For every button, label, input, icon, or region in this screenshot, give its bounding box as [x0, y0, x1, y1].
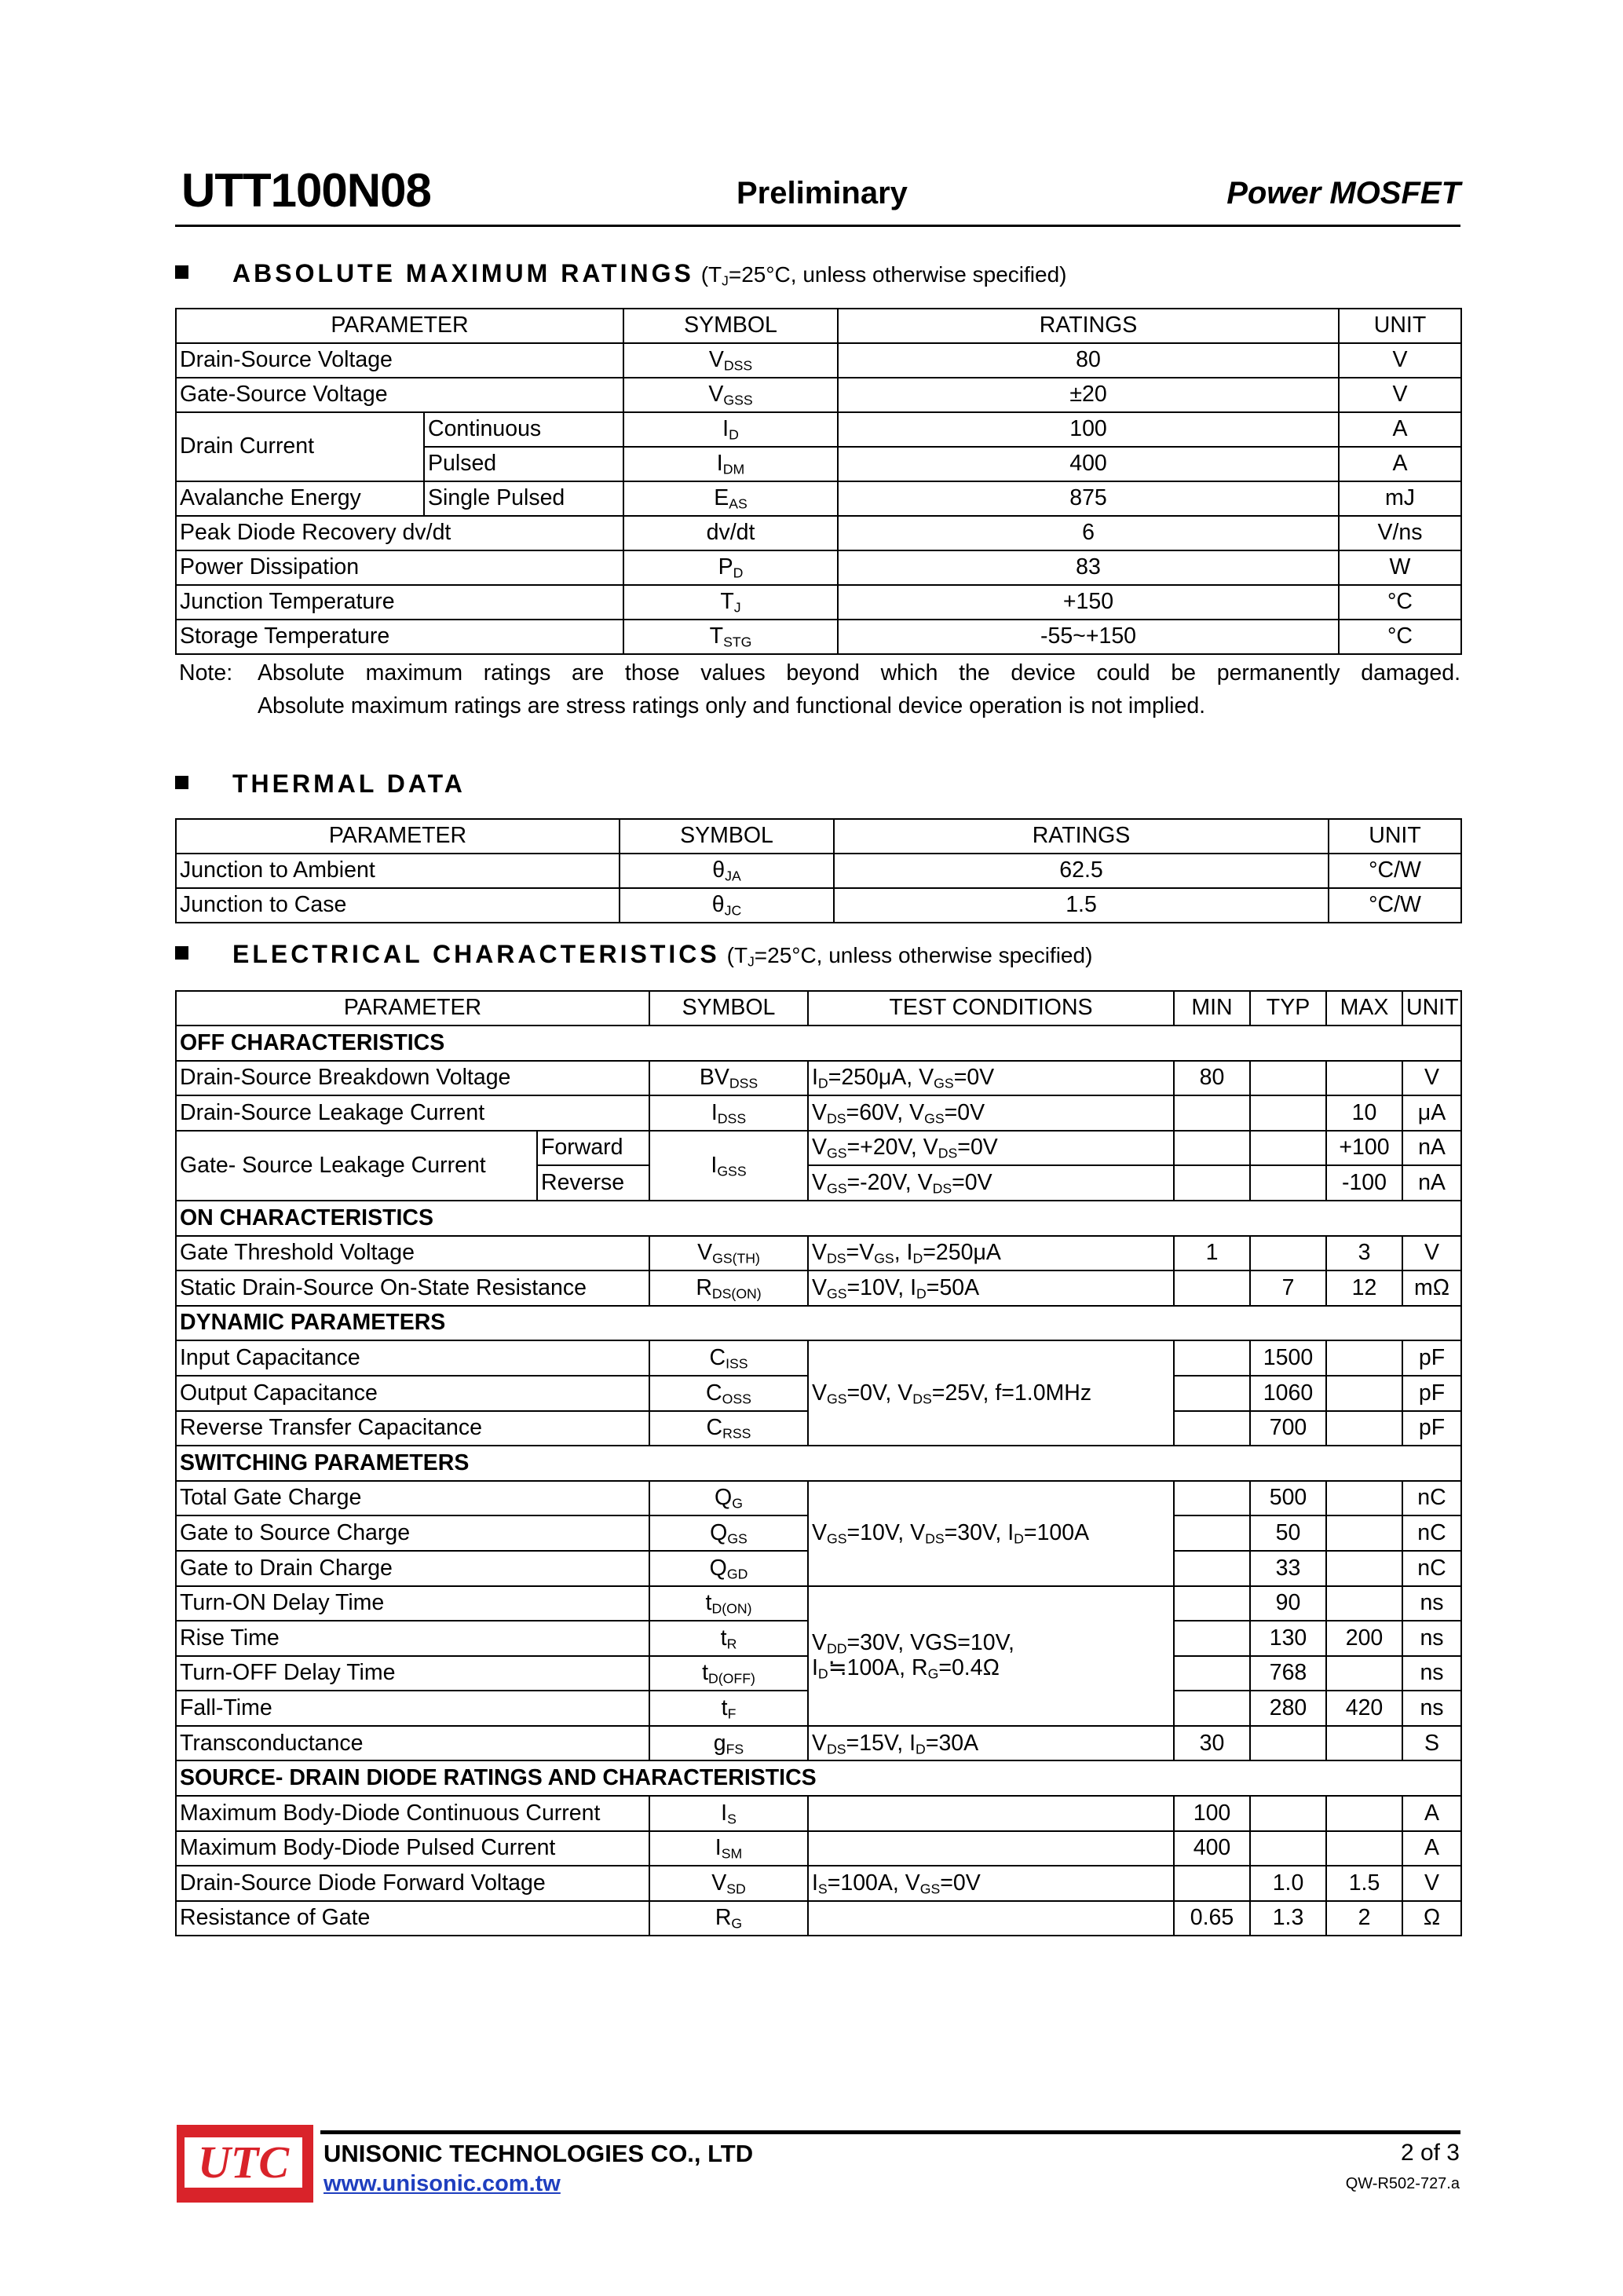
unit-cell: nA [1402, 1165, 1461, 1201]
table-row [176, 620, 1461, 654]
typ-cell: 768 [1250, 1656, 1326, 1691]
unit-cell: °C/W [1329, 854, 1461, 888]
parameter-cell: Fall-Time [176, 1691, 649, 1726]
table-row [176, 481, 1461, 516]
parameter-cell: Junction to Ambient [176, 854, 620, 888]
typ-cell [1250, 1131, 1326, 1166]
unit-cell: mΩ [1402, 1270, 1461, 1306]
unit-cell: Ω [1402, 1901, 1461, 1936]
rating-cell: 83 [838, 550, 1339, 585]
table-row [176, 343, 1461, 378]
min-cell [1174, 1691, 1250, 1726]
min-cell [1174, 1551, 1250, 1586]
symbol-cell: $I_{DM}$ [623, 447, 838, 481]
table-row [176, 1340, 1461, 1376]
min-cell [1174, 1095, 1250, 1131]
group-heading: OFF CHARACTERISTICS [176, 1026, 1461, 1061]
column-header: RATINGS [838, 309, 1339, 343]
typ-cell: 90 [1250, 1586, 1326, 1621]
max-cell: 2 [1326, 1901, 1402, 1936]
min-cell [1174, 1481, 1250, 1516]
column-header: TEST CONDITIONS [808, 991, 1174, 1026]
square-bullet-icon [175, 776, 188, 789]
parameter-cell: Total Gate Charge [176, 1481, 649, 1516]
group-row [176, 1026, 1461, 1061]
abs-max-table [175, 308, 1462, 655]
group-heading: ON CHARACTERISTICS [176, 1201, 1461, 1236]
table-row [176, 516, 1461, 550]
unit-cell: pF [1402, 1376, 1461, 1411]
table-row [176, 1796, 1461, 1831]
unit-cell: ns [1402, 1691, 1461, 1726]
website-link[interactable]: www.unisonic.com.tw [324, 2171, 561, 2196]
min-cell: 1 [1174, 1236, 1250, 1271]
section-condition: ($T_J=25^\circ C$, unless otherwise specified) [726, 943, 1093, 970]
symbol-cell: $BV_{DSS}$ [649, 1061, 808, 1096]
parameter-cell: Peak Diode Recovery dv/dt [176, 516, 623, 550]
electrical-table [175, 990, 1462, 1936]
typ-cell [1250, 1165, 1326, 1201]
symbol-cell: $\theta_{JC}$ [620, 888, 834, 923]
min-cell: 100 [1174, 1796, 1250, 1831]
symbol-cell: $I_D$ [623, 412, 838, 447]
ratings-note [175, 656, 1460, 722]
section-title: THERMAL DATA [232, 770, 466, 798]
parameter-cell: Junction to Case [176, 888, 620, 923]
rating-cell: 1.5 [834, 888, 1329, 923]
symbol-cell: $T_J$ [623, 585, 838, 620]
sub-parameter-cell: Single Pulsed [424, 481, 623, 516]
column-header: RATINGS [834, 819, 1329, 854]
max-cell: 1.5 [1326, 1866, 1402, 1901]
note-line: Absolute maximum ratings are those values beyond which the device could be permanently damaged. [258, 660, 1460, 686]
rating-cell: 875 [838, 481, 1339, 516]
condition-cell: $V_{DS}=60V$, $V_{GS}=0V$ [808, 1095, 1174, 1131]
parameter-cell: Gate-Source Voltage [176, 378, 623, 412]
page-header [175, 157, 1460, 227]
symbol-cell: $R_{DS(ON)}$ [649, 1270, 808, 1306]
typ-cell [1250, 1236, 1326, 1271]
symbol-cell: $t_R$ [649, 1621, 808, 1656]
group-heading: SWITCHING PARAMETERS [176, 1446, 1461, 1481]
unit-cell: nA [1402, 1131, 1461, 1166]
symbol-cell: $E_{AS}$ [623, 481, 838, 516]
symbol-cell: $g_{FS}$ [649, 1726, 808, 1761]
symbol-cell: $\theta_{JA}$ [620, 854, 834, 888]
product-type: Power MOSFET [1226, 176, 1460, 210]
table-header-row [176, 309, 1461, 343]
min-cell [1174, 1656, 1250, 1691]
condition-cell: $V_{GS}=10V$, $V_{DS}=30V$, $I_D=100A$ [808, 1481, 1174, 1586]
min-cell [1174, 1621, 1250, 1656]
symbol-cell: dv/dt [623, 516, 838, 550]
symbol-cell: $V_{GS(TH)}$ [649, 1236, 808, 1271]
parameter-cell: Drain-Source Breakdown Voltage [176, 1061, 649, 1096]
column-header: SYMBOL [620, 819, 834, 854]
typ-cell: 500 [1250, 1481, 1326, 1516]
condition-cell [808, 1796, 1174, 1831]
typ-cell: 1.0 [1250, 1866, 1326, 1901]
parameter-cell: Turn-OFF Delay Time [176, 1656, 649, 1691]
column-header: UNIT [1402, 991, 1461, 1026]
parameter-cell: Turn-ON Delay Time [176, 1586, 649, 1621]
typ-cell: 280 [1250, 1691, 1326, 1726]
rating-cell: 80 [838, 343, 1339, 378]
thermal-table [175, 818, 1462, 923]
parameter-cell: Rise Time [176, 1621, 649, 1656]
column-header: UNIT [1339, 309, 1461, 343]
condition-cell: $V_{DS}=V_{GS}$, $I_D=250\mu A$ [808, 1236, 1174, 1271]
min-cell [1174, 1270, 1250, 1306]
unit-cell: V [1339, 343, 1461, 378]
document-status: Preliminary [737, 176, 908, 210]
min-cell [1174, 1376, 1250, 1411]
symbol-cell: $t_{D(ON)}$ [649, 1586, 808, 1621]
condition-cell: $V_{GS}=-20V$, $V_{DS}=0V$ [808, 1165, 1174, 1201]
max-cell: 10 [1326, 1095, 1402, 1131]
table-row [176, 1726, 1461, 1761]
column-header: UNIT [1329, 819, 1461, 854]
min-cell [1174, 1586, 1250, 1621]
condition-cell: $V_{GS}=10V$, $I_D=50A$ [808, 1270, 1174, 1306]
symbol-cell: $t_{D(OFF)}$ [649, 1656, 808, 1691]
rating-cell: -55~+150 [838, 620, 1339, 654]
table-row [176, 412, 1461, 447]
max-cell [1326, 1726, 1402, 1761]
abs-max-heading [175, 259, 1066, 288]
condition-cell: $V_{GS}=+20V$, $V_{DS}=0V$ [808, 1131, 1174, 1166]
table-row [176, 1831, 1461, 1866]
min-cell: 400 [1174, 1831, 1250, 1866]
table-header-row [176, 819, 1461, 854]
column-header: TYP [1250, 991, 1326, 1026]
symbol-cell: $I_{DSS}$ [649, 1095, 808, 1131]
unit-cell: °C [1339, 585, 1461, 620]
sub-parameter-cell: Continuous [424, 412, 623, 447]
parameter-cell: Drain Current [176, 412, 424, 481]
min-cell: 80 [1174, 1061, 1250, 1096]
note-line: Absolute maximum ratings are stress ratings only and functional device operation is not implied. [258, 693, 1206, 718]
condition-cell [808, 1901, 1174, 1936]
column-header: PARAMETER [176, 309, 623, 343]
unit-cell: V [1339, 378, 1461, 412]
part-number: UTT100N08 [181, 164, 431, 217]
symbol-cell: $I_{GSS}$ [649, 1131, 808, 1201]
column-header: MIN [1174, 991, 1250, 1026]
max-cell: 3 [1326, 1236, 1402, 1271]
symbol-cell: $Q_{GS}$ [649, 1515, 808, 1551]
typ-cell: 700 [1250, 1411, 1326, 1446]
max-cell [1326, 1411, 1402, 1446]
parameter-cell: Junction Temperature [176, 585, 623, 620]
unit-cell: μA [1402, 1095, 1461, 1131]
unit-cell: pF [1402, 1411, 1461, 1446]
section-title: ABSOLUTE MAXIMUM RATINGS [232, 259, 694, 287]
rating-cell: +150 [838, 585, 1339, 620]
unit-cell: nC [1402, 1551, 1461, 1586]
parameter-cell: Gate to Source Charge [176, 1515, 649, 1551]
unit-cell: A [1339, 412, 1461, 447]
square-bullet-icon [175, 946, 188, 960]
rating-cell: 100 [838, 412, 1339, 447]
min-cell [1174, 1165, 1250, 1201]
symbol-cell: $V_{DSS}$ [623, 343, 838, 378]
condition-cell: $I_S=100A$, $V_{GS}=0V$ [808, 1866, 1174, 1901]
symbol-cell: $C_{RSS}$ [649, 1411, 808, 1446]
rating-cell: ±20 [838, 378, 1339, 412]
max-cell [1326, 1515, 1402, 1551]
typ-cell: 130 [1250, 1621, 1326, 1656]
typ-cell: 33 [1250, 1551, 1326, 1586]
table-row [176, 585, 1461, 620]
unit-cell: ns [1402, 1621, 1461, 1656]
symbol-cell: $Q_G$ [649, 1481, 808, 1516]
max-cell [1326, 1481, 1402, 1516]
unit-cell: ns [1402, 1586, 1461, 1621]
utc-logo [177, 2125, 313, 2203]
unit-cell: °C [1339, 620, 1461, 654]
min-cell [1174, 1411, 1250, 1446]
table-row [176, 1061, 1461, 1096]
group-heading: SOURCE- DRAIN DIODE RATINGS AND CHARACTERISTICS [176, 1760, 1461, 1796]
max-cell: 200 [1326, 1621, 1402, 1656]
parameter-cell: Drain-Source Voltage [176, 343, 623, 378]
electrical-heading [175, 940, 1092, 969]
table-row [176, 550, 1461, 585]
rating-cell: 62.5 [834, 854, 1329, 888]
group-row [176, 1201, 1461, 1236]
unit-cell: V [1402, 1236, 1461, 1271]
typ-cell [1250, 1726, 1326, 1761]
table-row [176, 1095, 1461, 1131]
parameter-cell: Reverse Transfer Capacitance [176, 1411, 649, 1446]
typ-cell: 1060 [1250, 1376, 1326, 1411]
typ-cell [1250, 1796, 1326, 1831]
group-row [176, 1446, 1461, 1481]
section-title: ELECTRICAL CHARACTERISTICS [232, 940, 720, 968]
rating-cell: 400 [838, 447, 1339, 481]
min-cell [1174, 1340, 1250, 1376]
max-cell [1326, 1831, 1402, 1866]
min-cell: 0.65 [1174, 1901, 1250, 1936]
max-cell [1326, 1061, 1402, 1096]
min-cell: 30 [1174, 1726, 1250, 1761]
unit-cell: °C/W [1329, 888, 1461, 923]
unit-cell: V [1402, 1061, 1461, 1096]
typ-cell [1250, 1831, 1326, 1866]
parameter-cell: Gate Threshold Voltage [176, 1236, 649, 1271]
table-row [176, 1270, 1461, 1306]
condition-cell [808, 1831, 1174, 1866]
max-cell [1326, 1656, 1402, 1691]
unit-cell: ns [1402, 1656, 1461, 1691]
max-cell: +100 [1326, 1131, 1402, 1166]
min-cell [1174, 1515, 1250, 1551]
column-header: PARAMETER [176, 819, 620, 854]
rating-cell: 6 [838, 516, 1339, 550]
condition-cell: $V_{GS}=0V$, $V_{DS}=25V$, f=1.0MHz [808, 1340, 1174, 1446]
document-number: QW-R502-727.a [1345, 2175, 1460, 2192]
symbol-cell: $V_{SD}$ [649, 1866, 808, 1901]
column-header: PARAMETER [176, 991, 649, 1026]
parameter-cell: Output Capacitance [176, 1376, 649, 1411]
parameter-cell: Maximum Body-Diode Continuous Current [176, 1796, 649, 1831]
min-cell [1174, 1866, 1250, 1901]
symbol-cell: $T_{STG}$ [623, 620, 838, 654]
symbol-cell: $I_S$ [649, 1796, 808, 1831]
sub-parameter-cell: Reverse [537, 1165, 649, 1201]
max-cell [1326, 1586, 1402, 1621]
parameter-cell: Gate to Drain Charge [176, 1551, 649, 1586]
unit-cell: S [1402, 1726, 1461, 1761]
max-cell [1326, 1551, 1402, 1586]
column-header: MAX [1326, 991, 1402, 1026]
square-bullet-icon [175, 265, 188, 279]
symbol-cell: $Q_{GD}$ [649, 1551, 808, 1586]
unit-cell: V/ns [1339, 516, 1461, 550]
group-row [176, 1306, 1461, 1341]
table-row [176, 1866, 1461, 1901]
parameter-cell: Storage Temperature [176, 620, 623, 654]
table-row [176, 1481, 1461, 1516]
note-label: Note: [179, 660, 233, 686]
group-row [176, 1760, 1461, 1796]
page-number: 2 of 3 [1400, 2140, 1460, 2166]
parameter-cell: Drain-Source Leakage Current [176, 1095, 649, 1131]
max-cell [1326, 1796, 1402, 1831]
unit-cell: A [1339, 447, 1461, 481]
symbol-cell: $t_F$ [649, 1691, 808, 1726]
table-row [176, 1131, 1461, 1166]
symbol-cell: $C_{ISS}$ [649, 1340, 808, 1376]
symbol-cell: $C_{OSS}$ [649, 1376, 808, 1411]
group-heading: DYNAMIC PARAMETERS [176, 1306, 1461, 1341]
max-cell: 420 [1326, 1691, 1402, 1726]
table-row [176, 888, 1461, 923]
logo-text: UTC [185, 2137, 302, 2188]
symbol-cell: $V_{GSS}$ [623, 378, 838, 412]
parameter-cell: Gate- Source Leakage Current [176, 1131, 537, 1201]
company-name: UNISONIC TECHNOLOGIES CO., LTD [324, 2140, 754, 2167]
table-row [176, 1236, 1461, 1271]
unit-cell: A [1402, 1796, 1461, 1831]
table-row [176, 1586, 1461, 1621]
min-cell [1174, 1131, 1250, 1166]
parameter-cell: Transconductance [176, 1726, 649, 1761]
table-row [176, 378, 1461, 412]
sub-parameter-cell: Pulsed [424, 447, 623, 481]
parameter-cell: Maximum Body-Diode Pulsed Current [176, 1831, 649, 1866]
parameter-cell: Drain-Source Diode Forward Voltage [176, 1866, 649, 1901]
condition-cell: $V_{DS}=15V$, $I_D=30A$ [808, 1726, 1174, 1761]
unit-cell: A [1402, 1831, 1461, 1866]
column-header: SYMBOL [623, 309, 838, 343]
table-header-row [176, 991, 1461, 1026]
parameter-cell: Avalanche Energy [176, 481, 424, 516]
max-cell: 12 [1326, 1270, 1402, 1306]
typ-cell: 7 [1250, 1270, 1326, 1306]
typ-cell [1250, 1061, 1326, 1096]
unit-cell: mJ [1339, 481, 1461, 516]
parameter-cell: Resistance of Gate [176, 1901, 649, 1936]
column-header: SYMBOL [649, 991, 808, 1026]
max-cell: -100 [1326, 1165, 1402, 1201]
unit-cell: nC [1402, 1481, 1461, 1516]
symbol-cell: $I_{SM}$ [649, 1831, 808, 1866]
unit-cell: nC [1402, 1515, 1461, 1551]
typ-cell [1250, 1095, 1326, 1131]
typ-cell: 1.3 [1250, 1901, 1326, 1936]
symbol-cell: $R_G$ [649, 1901, 808, 1936]
symbol-cell: $P_D$ [623, 550, 838, 585]
thermal-heading [175, 770, 466, 799]
footer-rule [320, 2130, 1460, 2134]
sub-parameter-cell: Forward [537, 1131, 649, 1166]
max-cell [1326, 1376, 1402, 1411]
unit-cell: W [1339, 550, 1461, 585]
parameter-cell: Input Capacitance [176, 1340, 649, 1376]
max-cell [1326, 1340, 1402, 1376]
section-condition: ($T_J=25^\circ C$, unless otherwise specified) [700, 262, 1067, 289]
condition-cell: $V_{DD}=30V$, VGS=10V, $I_D≒100A$, $R_G=0.4\Omega$ [808, 1586, 1174, 1726]
unit-cell: pF [1402, 1340, 1461, 1376]
unit-cell: V [1402, 1866, 1461, 1901]
table-row [176, 1901, 1461, 1936]
condition-cell: $I_D=250\mu A$, $V_{GS}=0V$ [808, 1061, 1174, 1096]
typ-cell: 50 [1250, 1515, 1326, 1551]
parameter-cell: Static Drain-Source On-State Resistance [176, 1270, 649, 1306]
table-row [176, 854, 1461, 888]
parameter-cell: Power Dissipation [176, 550, 623, 585]
typ-cell: 1500 [1250, 1340, 1326, 1376]
